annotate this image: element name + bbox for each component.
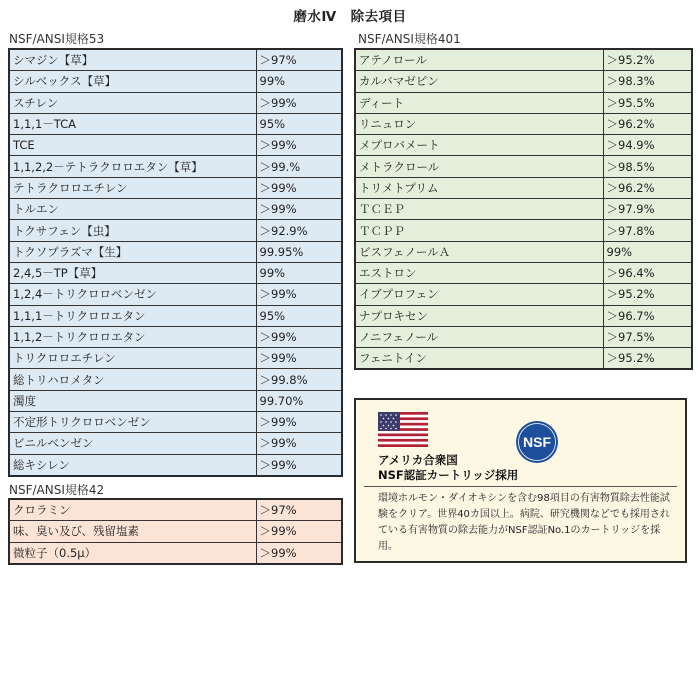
table-row — [9, 348, 342, 369]
removal-rate-cell: ＞97.8% — [603, 220, 692, 241]
item-name-cell: TCE — [9, 135, 256, 156]
nsf-logo-text: NSF — [523, 434, 551, 450]
item-name-cell: 微粒子（0.5μ） — [9, 542, 256, 564]
info-heading — [378, 453, 518, 483]
info-heading-line1: アメリカ合衆国 — [378, 453, 458, 467]
item-name-cell: メトラクロール — [355, 156, 603, 177]
table-row — [9, 390, 342, 411]
table-row — [355, 220, 692, 241]
table-row — [9, 241, 342, 262]
item-name-cell: 1,1,1－トリクロロエタン — [9, 305, 256, 326]
removal-rate-cell: 95% — [256, 305, 342, 326]
item-name-cell: トリクロロエチレン — [9, 348, 256, 369]
table-row — [355, 262, 692, 283]
table-row — [9, 177, 342, 198]
item-name-cell: 味、臭い及び、残留塩素 — [9, 521, 256, 542]
table-row — [355, 113, 692, 134]
removal-rate-cell: 99.70% — [256, 390, 342, 411]
removal-rate-cell: ＞96.2% — [603, 177, 692, 198]
item-name-cell: メプロバメート — [355, 135, 603, 156]
item-name-cell: 不定形トリクロロベンゼン — [9, 412, 256, 433]
table-row — [355, 241, 692, 262]
table-row — [9, 369, 342, 390]
table-row — [355, 71, 692, 92]
nsf401-label: NSF/ANSI規格401 — [358, 32, 461, 46]
removal-rate-cell: ＞96.2% — [603, 113, 692, 134]
table-row — [9, 284, 342, 305]
item-name-cell: トリメトプリム — [355, 177, 603, 198]
removal-rate-cell: ＞97% — [256, 499, 342, 521]
item-name-cell: 1,1,1－TCA — [9, 113, 256, 134]
removal-rate-cell: ＞99.8% — [256, 369, 342, 390]
removal-rate-cell: ＞98.3% — [603, 71, 692, 92]
removal-rate-cell: ＞99.% — [256, 156, 342, 177]
removal-rate-cell: ＞99% — [256, 348, 342, 369]
item-name-cell: ナプロキセン — [355, 305, 603, 326]
removal-rate-cell: ＞99% — [256, 284, 342, 305]
item-name-cell: リニュロン — [355, 113, 603, 134]
table-row — [9, 305, 342, 326]
item-name-cell: ビスフェノールＡ — [355, 241, 603, 262]
item-name-cell: 2,4,5－TP【草】 — [9, 262, 256, 283]
info-divider — [364, 486, 677, 487]
nsf42-table — [8, 498, 343, 565]
removal-rate-cell: ＞99% — [256, 177, 342, 198]
item-name-cell: 1,2,4－トリクロロベンゼン — [9, 284, 256, 305]
item-name-cell: テトラクロロエチレン — [9, 177, 256, 198]
item-name-cell: 1,1,2－トリクロロエタン — [9, 326, 256, 347]
removal-rate-cell: ＞99% — [256, 326, 342, 347]
table-row — [9, 135, 342, 156]
nsf-logo-icon — [515, 420, 559, 464]
item-name-cell: シルベックス【草】 — [9, 71, 256, 92]
table-row — [9, 156, 342, 177]
item-name-cell: アテノロール — [355, 49, 603, 71]
us-flag-icon — [378, 412, 428, 447]
table-row — [9, 220, 342, 241]
removal-rate-cell: ＞99% — [256, 135, 342, 156]
table-row — [9, 326, 342, 347]
nsf-info-box — [354, 398, 687, 563]
removal-rate-cell: ＞95.5% — [603, 92, 692, 113]
table-row — [9, 521, 342, 542]
table-row — [9, 71, 342, 92]
item-name-cell: ＴＣＰＰ — [355, 220, 603, 241]
nsf53-label: NSF/ANSI規格53 — [9, 32, 105, 46]
removal-rate-cell: ＞98.5% — [603, 156, 692, 177]
removal-rate-cell: ＞97.5% — [603, 326, 692, 347]
table-row — [355, 49, 692, 71]
item-name-cell: イブプロフェン — [355, 284, 603, 305]
removal-rate-cell: ＞99% — [256, 521, 342, 542]
removal-rate-cell: ＞94.9% — [603, 135, 692, 156]
removal-rate-cell: ＞92.9% — [256, 220, 342, 241]
table-row — [355, 177, 692, 198]
table-row — [355, 348, 692, 370]
item-name-cell: トクソプラズマ【生】 — [9, 241, 256, 262]
item-name-cell: フェニトイン — [355, 348, 603, 370]
removal-rate-cell: ＞99% — [256, 542, 342, 564]
item-name-cell: ディート — [355, 92, 603, 113]
item-name-cell: スチレン — [9, 92, 256, 113]
removal-rate-cell: 99% — [256, 71, 342, 92]
removal-rate-cell: ＞97% — [256, 49, 342, 71]
removal-rate-cell: 99% — [256, 262, 342, 283]
item-name-cell: 1,1,2,2－テトラクロロエタン【草】 — [9, 156, 256, 177]
removal-rate-cell: 95% — [256, 113, 342, 134]
table-row — [9, 433, 342, 454]
removal-rate-cell: ＞99% — [256, 433, 342, 454]
table-row — [355, 199, 692, 220]
item-name-cell: 総キシレン — [9, 454, 256, 476]
table-row — [355, 326, 692, 347]
removal-rate-cell: ＞95.2% — [603, 348, 692, 370]
item-name-cell: エストロン — [355, 262, 603, 283]
removal-rate-cell: ＞96.4% — [603, 262, 692, 283]
removal-rate-cell: ＞97.9% — [603, 199, 692, 220]
table-row — [9, 49, 342, 71]
item-name-cell: 濁度 — [9, 390, 256, 411]
item-name-cell: クロラミン — [9, 499, 256, 521]
table-row — [9, 113, 342, 134]
removal-rate-cell: ＞96.7% — [603, 305, 692, 326]
item-name-cell: カルバマゼピン — [355, 71, 603, 92]
item-name-cell: シマジン【草】 — [9, 49, 256, 71]
page-title: 磨水Ⅳ 除去項目 — [293, 9, 407, 25]
item-name-cell: ノニフェノール — [355, 326, 603, 347]
table-row — [9, 412, 342, 433]
table-row — [355, 156, 692, 177]
table-row — [355, 305, 692, 326]
removal-rate-cell: ＞99% — [256, 454, 342, 476]
item-name-cell: 総トリハロメタン — [9, 369, 256, 390]
nsf401-table — [354, 48, 693, 370]
table-row — [355, 92, 692, 113]
removal-rate-cell: 99.95% — [256, 241, 342, 262]
item-name-cell: ビニルベンゼン — [9, 433, 256, 454]
table-row — [9, 262, 342, 283]
table-row — [9, 499, 342, 521]
info-heading-line2: NSF認証カートリッジ採用 — [378, 468, 519, 482]
table-row — [355, 135, 692, 156]
item-name-cell: トクサフェン【虫】 — [9, 220, 256, 241]
removal-rate-cell: ＞99% — [256, 412, 342, 433]
table-row — [355, 284, 692, 305]
nsf42-label: NSF/ANSI規格42 — [9, 483, 105, 497]
item-name-cell: トルエン — [9, 199, 256, 220]
info-description: 環境ホルモン・ダイオキシンを含む98項目の有害物質除去性能試験をクリア。世界40カ国以上。病院、研究機関などでも採用されている有害物質の除去能力がNSF認証No.1のカートリッジを採用。 — [378, 493, 670, 552]
table-row — [9, 454, 342, 476]
removal-rate-cell: ＞95.2% — [603, 284, 692, 305]
table-row — [9, 92, 342, 113]
removal-rate-cell: ＞95.2% — [603, 49, 692, 71]
table-row — [9, 199, 342, 220]
nsf53-table — [8, 48, 343, 477]
removal-rate-cell: ＞99% — [256, 199, 342, 220]
item-name-cell: ＴＣＥＰ — [355, 199, 603, 220]
removal-rate-cell: 99% — [603, 241, 692, 262]
removal-rate-cell: ＞99% — [256, 92, 342, 113]
table-row — [9, 542, 342, 564]
